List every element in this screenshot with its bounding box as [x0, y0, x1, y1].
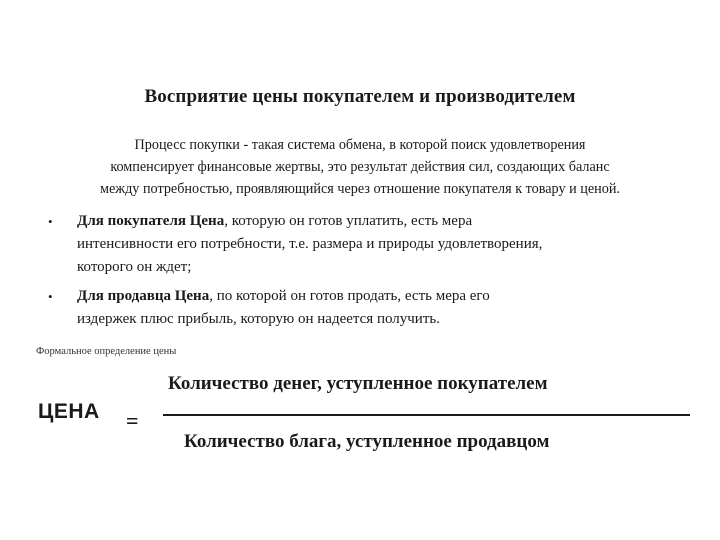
intro-line: Процесс покупки - такая система обмена, в которой поиск удовлетворения	[134, 137, 586, 153]
intro-paragraph	[40, 134, 720, 200]
fraction-bar	[163, 414, 690, 416]
bullet-marker: •	[48, 289, 53, 304]
buyer-bullet-line: , которую он готов уплатить, есть мера	[224, 213, 473, 229]
formula-equals-sign: =	[126, 408, 139, 433]
buyer-bullet-text	[77, 210, 707, 279]
bullet-marker: •	[48, 214, 53, 229]
formula-numerator: Количество денег, уступленное покупателем	[168, 373, 548, 394]
formula-label: ЦЕНА	[38, 400, 100, 423]
seller-bullet-line: издержек плюс прибыль, которую он надеется получить.	[77, 311, 440, 327]
buyer-bullet-line: интенсивности его потребности, т.е. размера и природы удовлетворения,	[77, 236, 543, 252]
seller-bullet-heading: Для продавца Цена	[77, 288, 210, 304]
page-title: Восприятие цены покупателем и производителем	[144, 86, 576, 107]
intro-line: между потребностью, проявляющийся через отношение покупателя к товару и ценой.	[100, 181, 620, 197]
formula-denominator: Количество блага, уступленное продавцом	[184, 431, 550, 452]
formula-caption: Формальное определение цены	[36, 346, 177, 357]
buyer-bullet-line: которого он ждет;	[77, 259, 192, 275]
seller-bullet-text	[77, 285, 707, 331]
intro-line: компенсирует финансовые жертвы, это результат действия сил, создающих баланс	[110, 159, 610, 175]
seller-bullet-line: , по которой он готов продать, есть мера его	[209, 288, 490, 304]
buyer-bullet-heading: Для покупателя Цена	[77, 213, 225, 229]
